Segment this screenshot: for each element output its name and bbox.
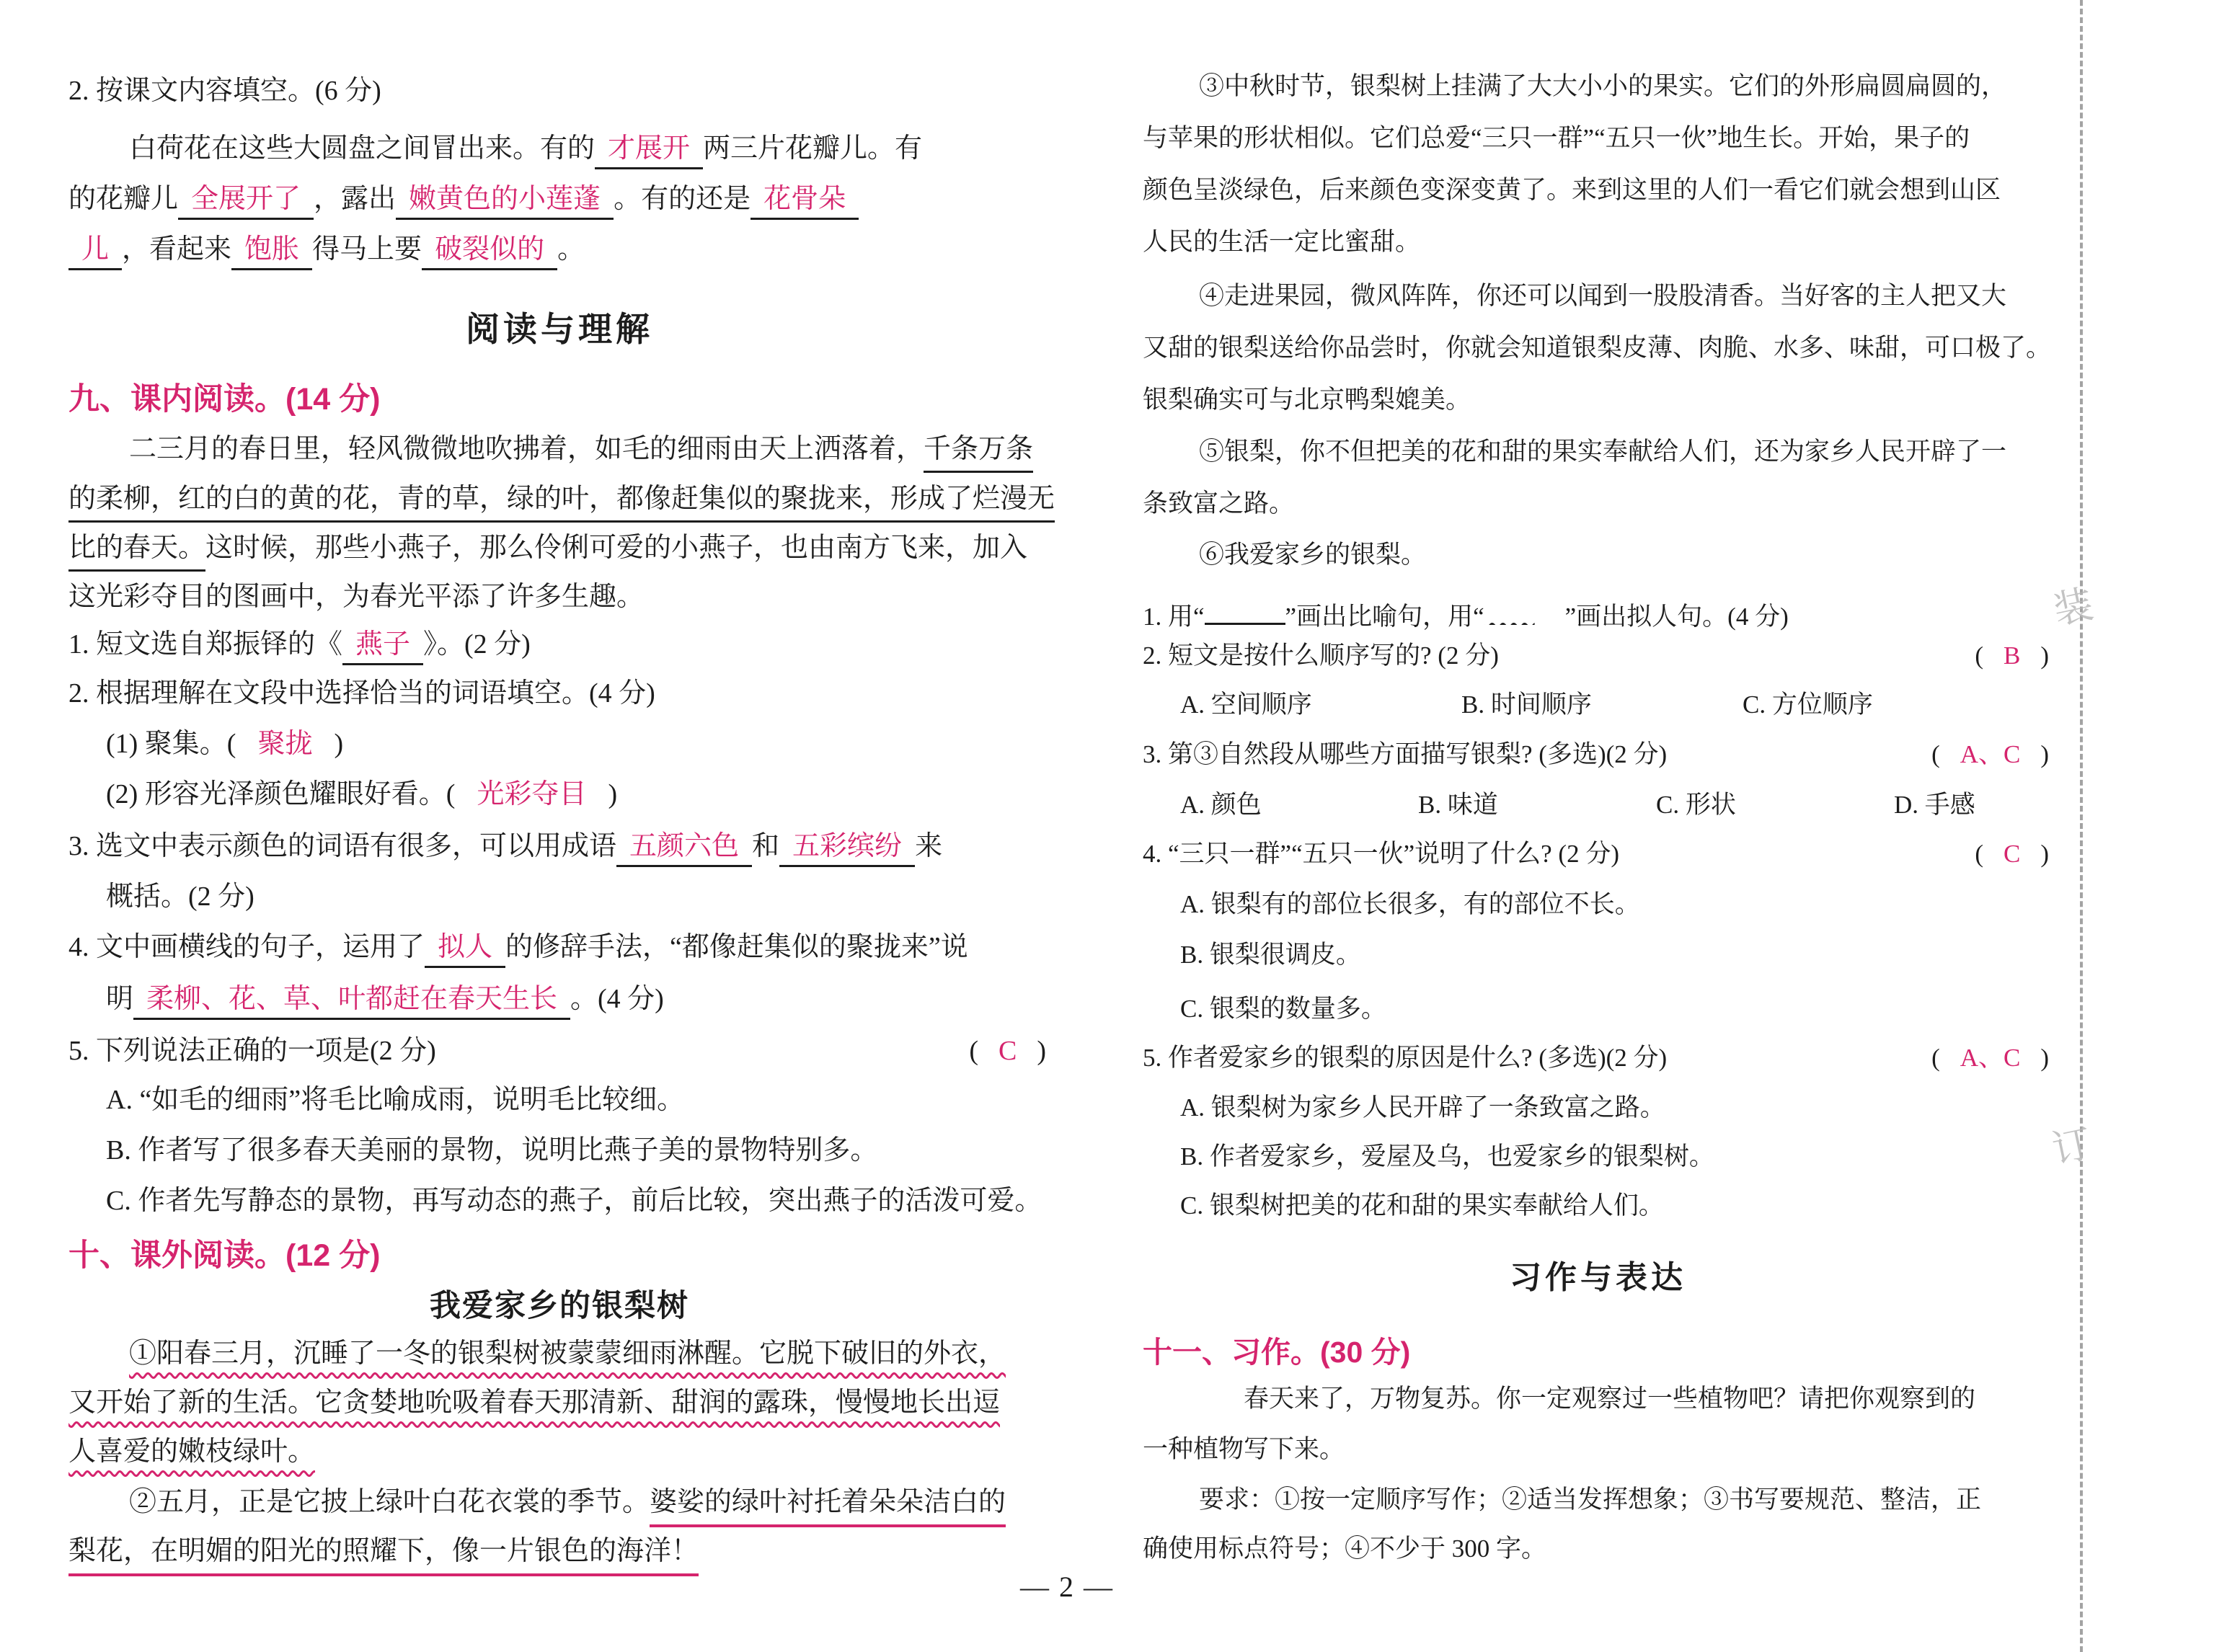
- text-segment: B. 作者爱家乡，爱屋及乌，也爱家乡的银梨树。: [1180, 1142, 1714, 1171]
- text-line: [1143, 382, 2053, 417]
- text-segment: (2) 形容光泽颜色耀眼好看。(: [106, 779, 456, 809]
- text-line: [68, 430, 1111, 468]
- text-line: [68, 1483, 1111, 1522]
- text-segment: 得马上要: [312, 234, 422, 265]
- text-segment: 1. 短文选自郑振铎的《: [68, 629, 343, 660]
- text-segment: B. 时间顺序: [1461, 690, 1592, 719]
- text-segment: 银梨确实可与北京鸭梨媲美。: [1143, 386, 1471, 414]
- text-segment: 1. 用“: [1143, 603, 1205, 631]
- fill-in-answer: 全展开了: [178, 184, 314, 220]
- text-line: [1143, 737, 2053, 772]
- text-segment: 》。(2 分): [423, 629, 531, 660]
- text-segment: C. 银梨的数量多。: [1180, 995, 1386, 1023]
- fill-in-answer: 饱胀: [231, 234, 312, 270]
- paren-answer: 光彩夺目: [477, 779, 587, 809]
- text-segment: ”画出比喻句，用“: [1285, 603, 1484, 631]
- text-segment: 确使用标点符号；④不少于 300 字。: [1143, 1535, 1547, 1563]
- text-segment: 春天来了，万物复苏。你一定观察过一些植物吧？请把你观察到的: [1244, 1385, 1976, 1413]
- fill-in-answer: 破裂似的: [422, 234, 557, 270]
- text-segment: C. 方位顺序: [1743, 690, 1873, 719]
- binding-dashed-line: [2080, 0, 2083, 1652]
- text-segment: 阅读与理解: [466, 310, 653, 348]
- text-line: [1143, 836, 2053, 871]
- text-line: [68, 928, 1050, 967]
- answer-letter: C: [998, 1036, 1017, 1066]
- text-segment: A. 银梨树为家乡人民开辟了一条致富之路。: [1180, 1093, 1665, 1122]
- text-line: [1143, 486, 2053, 521]
- text-segment: 。有的还是: [614, 184, 751, 214]
- text-segment: 与苹果的形状相似。它们总爱“三只一群”“五只一伙”地生长。开始，果子的: [1143, 124, 1970, 152]
- answer-bracket: ( C ): [1975, 840, 2049, 868]
- text-line: [68, 626, 1050, 664]
- section-line: [68, 1234, 1050, 1277]
- text-segment: ，看起来: [122, 234, 232, 265]
- text-segment: A. 颜色: [1180, 791, 1262, 819]
- text-segment: 和: [752, 831, 780, 861]
- text-segment: 习作与表达: [1510, 1260, 1686, 1295]
- text-segment: 十一、习作。(30 分): [1143, 1336, 1411, 1369]
- text-line: [68, 529, 1050, 567]
- text-segment: ”画出拟人句。(4 分): [1564, 603, 1789, 631]
- text-line: [1143, 537, 2109, 572]
- wavy-marked-text: 人喜爱的嫩枝绿叶。: [68, 1436, 316, 1467]
- text-segment: 2. 根据理解在文段中选择恰当的词语填空。(4 分): [68, 678, 655, 709]
- page-number: — 2 —: [1020, 1571, 1114, 1603]
- text-line: [68, 1182, 1088, 1220]
- section-line: [1143, 1332, 2053, 1373]
- fill-in-answer: 五彩缤纷: [779, 831, 915, 867]
- answer-bracket: ( A、C ): [1931, 1044, 2049, 1072]
- text-line: [1143, 1139, 2091, 1174]
- text-line: [1143, 1381, 2154, 1416]
- text-segment: 两三片花瓣儿。有: [703, 133, 923, 164]
- fill-in-answer: 花骨朵: [751, 184, 859, 220]
- fill-in-answer: 柔柳、花、草、叶都赶在春天生长: [133, 984, 570, 1020]
- text-segment: 4. “三只一群”“五只一伙”说明了什么? (2 分): [1143, 840, 1619, 868]
- text-segment: 人民的生活一定比蜜甜。: [1143, 228, 1421, 256]
- text-line: [1143, 224, 2053, 259]
- text-segment: 又甜的银梨送给你品尝时，你就会知道银梨皮薄、肉脆、水多、味甜，可口极了。: [1143, 334, 2052, 362]
- text-segment: (1) 聚集。(: [106, 729, 236, 759]
- text-segment: ): [334, 729, 344, 759]
- text-segment: 4. 文中画横线的句子，运用了: [68, 932, 425, 962]
- text-segment: ②五月，正是它披上绿叶白花衣裳的季节。: [129, 1487, 650, 1517]
- text-segment: A. “如毛的细雨”将毛比喻成雨，说明毛比较细。: [106, 1085, 685, 1115]
- heading-line: [1143, 1256, 2053, 1300]
- text-line: [1143, 1188, 2091, 1223]
- fill-in-answer: 儿: [68, 234, 122, 270]
- text-line: [68, 130, 1111, 168]
- text-segment: 2. 短文是按什么顺序写的? (2 分): [1143, 641, 1499, 670]
- text-segment: B. 银梨很调皮。: [1180, 941, 1361, 969]
- text-segment: 5. 下列说法正确的一项是(2 分): [68, 1036, 436, 1066]
- text-line: [1143, 1431, 2053, 1467]
- text-segment: 十、课外阅读。(12 分): [68, 1238, 381, 1273]
- fill-in-answer: 嫩黄色的小莲蓬: [396, 184, 614, 220]
- text-segment: ⑤银梨，你不但把美的花和甜的果实奉献给人们，还为家乡人民开辟了一: [1199, 438, 2007, 466]
- fill-in-answer: 拟人: [425, 932, 505, 968]
- text-segment: ⑥我爱家乡的银梨。: [1199, 541, 1427, 569]
- fill-in-answer: 才展开: [595, 133, 703, 169]
- text-line: [1143, 587, 2053, 634]
- text-line: [68, 980, 1088, 1018]
- line-blank: [1205, 587, 1285, 625]
- text-segment: 明: [106, 984, 134, 1014]
- text-segment: B. 味道: [1418, 791, 1498, 819]
- text-segment: 的修辞手法，“都像赶集似的聚拢来”说: [505, 932, 968, 962]
- text-line: [1143, 1040, 2053, 1075]
- text-line: [68, 1081, 1088, 1119]
- wavy-blank: [1484, 590, 1565, 625]
- answer-letter: A、C: [1960, 1044, 2021, 1072]
- text-segment: 来: [915, 831, 943, 861]
- text-line: [68, 72, 1050, 110]
- text-segment: 这光彩夺目的图画中，为春光平添了许多生趣。: [68, 582, 645, 612]
- text-segment: 5. 作者爱家乡的银梨的原因是什么? (多选)(2 分): [1143, 1044, 1668, 1072]
- text-line: [68, 878, 1088, 916]
- text-segment: B. 作者写了很多春天美丽的景物，说明比燕子美的景物特别多。: [106, 1135, 878, 1165]
- answer-letter: C: [2003, 840, 2021, 868]
- text-segment: 九、课内阅读。(14 分): [68, 382, 381, 417]
- binding-mark-2: 订: [2048, 1121, 2096, 1172]
- wavy-marked-text: 又开始了新的生活。它贪婪地吮吸着春天那清新、甜润的露珠，慢慢地长出逗: [68, 1387, 1001, 1418]
- text-line: [1143, 172, 2053, 208]
- text-segment: C. 形状: [1656, 791, 1736, 819]
- answer-letter: A、C: [1960, 740, 2021, 768]
- answer-bracket: ( B ): [1975, 641, 2049, 670]
- text-line: [68, 776, 1088, 814]
- text-segment: A. 银梨有的部位长很多，有的部位不长。: [1180, 890, 1640, 918]
- text-segment: C. 作者先写静态的景物，再写动态的燕子，前后比较，突出燕子的活泼可爱。: [106, 1186, 1042, 1216]
- text-line: [68, 180, 1050, 218]
- text-line: [1143, 120, 2053, 156]
- text-line: [1143, 1482, 2109, 1517]
- text-segment: 3. 第③自然段从哪些方面描写银梨? (多选)(2 分): [1143, 740, 1668, 768]
- fill-in-answer: 燕子: [342, 629, 423, 665]
- text-segment: ，露出: [314, 184, 397, 214]
- text-line: [1143, 991, 2091, 1026]
- answer-bracket: ( C ): [969, 1036, 1046, 1066]
- text-line: [68, 1032, 1050, 1070]
- text-segment: ): [608, 779, 618, 809]
- text-line: [1143, 1531, 2053, 1566]
- text-segment: 的花瓣儿: [68, 184, 179, 214]
- text-segment: 我爱家乡的银梨树: [430, 1289, 689, 1323]
- underlined-text: 的柔柳，红的白的黄的花，青的草，绿的叶，都像赶集似的聚拢来，形成了烂漫无: [68, 484, 1055, 523]
- text-segment: 。(4 分): [570, 984, 664, 1014]
- binding-mark-1: 装: [2050, 582, 2097, 633]
- text-segment: 颜色呈淡绿色，后来颜色变深变黄了。来到这里的人们一看它们就会想到山区: [1143, 176, 2001, 204]
- text-segment: 这时候，那些小燕子，那么伶俐可爱的小燕子，也由南方飞来，加入: [205, 533, 1028, 563]
- text-segment: A. 空间顺序: [1180, 690, 1312, 719]
- text-line: [68, 1532, 1050, 1571]
- left-column: [68, 0, 1055, 1652]
- answer-letter: B: [2003, 641, 2021, 670]
- text-line: [68, 480, 1055, 518]
- text-line: [68, 578, 1050, 616]
- right-column: [1143, 0, 2053, 1652]
- text-line: [68, 827, 1050, 866]
- fill-in-answer: 五颜六色: [616, 831, 752, 867]
- text-segment: C. 银梨树把美的花和甜的果实奉献给人们。: [1180, 1191, 1664, 1220]
- text-line: [68, 1433, 1050, 1471]
- text-segment: 条致富之路。: [1143, 489, 1295, 518]
- text-line: [1143, 278, 2109, 314]
- text-line: [68, 231, 1050, 269]
- text-line: [68, 725, 1088, 763]
- answer-bracket: ( A、C ): [1931, 740, 2049, 768]
- underlined-text: 比的春天。: [68, 533, 205, 572]
- text-segment: 一种植物写下来。: [1143, 1435, 1345, 1463]
- paren-answer: 聚拢: [257, 729, 313, 759]
- text-line: [1143, 330, 2053, 365]
- text-segment: ④走进果园，微风阵阵，你还可以闻到一股股清香。当好客的主人把又大: [1199, 282, 2007, 310]
- pink-underlined-text: 梨花，在明媚的阳光的照耀下，像一片银色的海洋！: [68, 1536, 699, 1576]
- text-segment: 概括。(2 分): [106, 881, 254, 912]
- wavy-marked-text: ①阳春三月，沉睡了一冬的银梨树被蒙蒙细雨淋醒。它脱下破旧的外衣，: [129, 1338, 1006, 1369]
- text-segment: D. 手感: [1894, 791, 1975, 819]
- text-line: [1143, 687, 2091, 722]
- text-line: [1143, 1090, 2091, 1125]
- text-line: [1143, 434, 2109, 469]
- text-segment: 2. 按课文内容填空。(6 分): [68, 76, 381, 106]
- text-segment: 。: [557, 234, 585, 265]
- text-line: [1143, 887, 2091, 922]
- text-line: [68, 1384, 1050, 1422]
- text-segment: 二三月的春日里，轻风微微地吹拂着，如毛的细雨由天上洒落着，: [129, 434, 924, 464]
- text-segment: ③中秋时节，银梨树上挂满了大大小小的果实。它们的外形扁圆扁圆的，: [1199, 72, 2007, 100]
- text-line: [1143, 787, 2091, 822]
- text-line: [68, 1132, 1088, 1170]
- heading-line: [68, 306, 1050, 353]
- title-line: [68, 1284, 1050, 1328]
- text-line: [1143, 638, 2053, 673]
- section-line: [68, 378, 1050, 421]
- text-line: [68, 675, 1050, 713]
- text-segment: 白荷花在这些大圆盘之间冒出来。有的: [129, 133, 596, 164]
- pink-underlined-text: 婆娑的绿叶衬托着朵朵洁白的: [650, 1487, 1006, 1527]
- text-line: [1143, 937, 2091, 972]
- text-line: [68, 1335, 1111, 1373]
- text-line: [1143, 68, 2109, 104]
- text-segment: 3. 选文中表示颜色的词语有很多，可以用成语: [68, 831, 617, 861]
- text-segment: 要求：①按一定顺序写作；②适当发挥想象；③书写要规范、整洁，正: [1199, 1486, 1982, 1514]
- underlined-text: 千条万条: [924, 434, 1033, 473]
